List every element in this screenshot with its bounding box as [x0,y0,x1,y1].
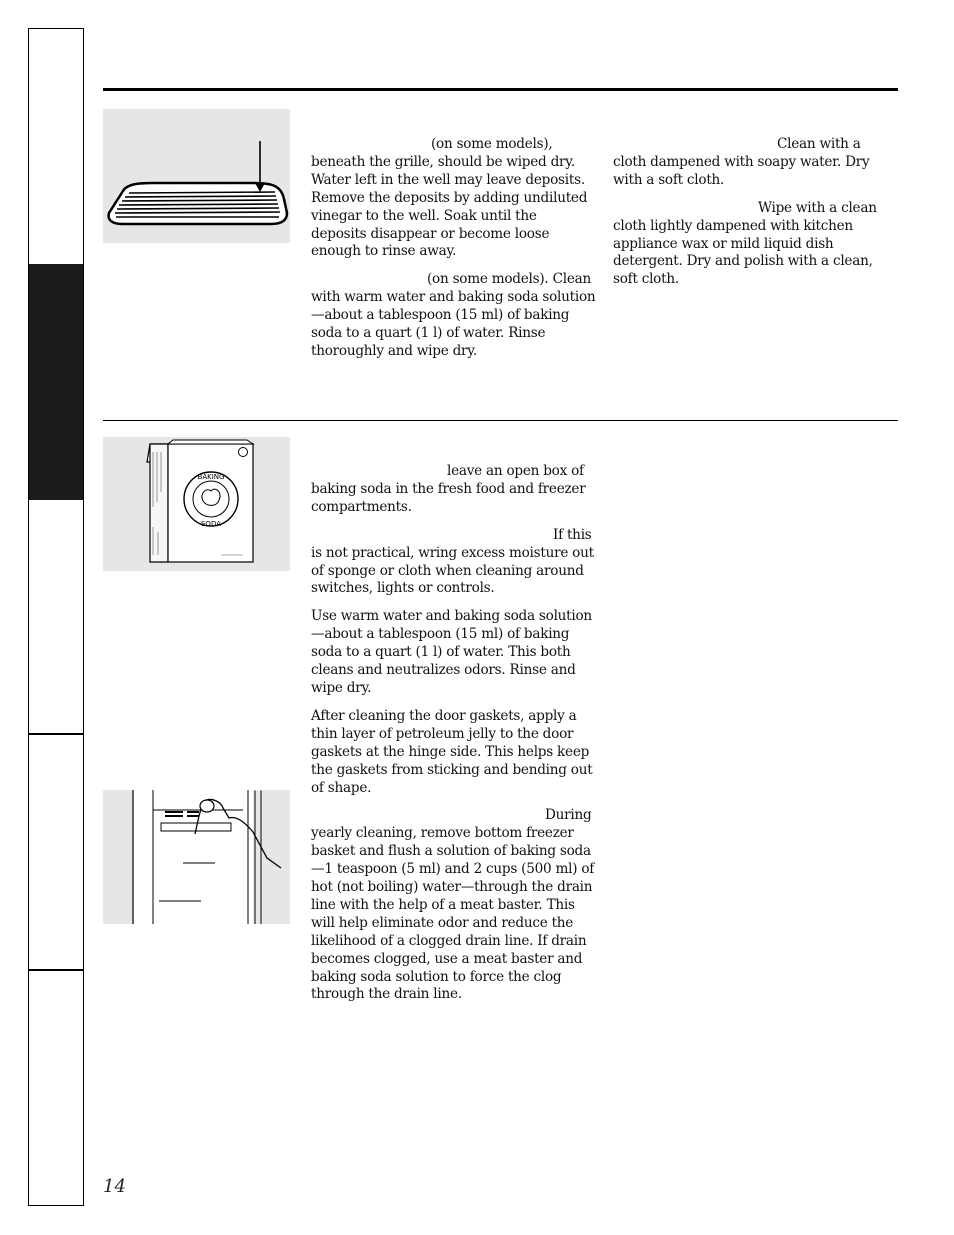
stainless-cleaning-lead: Wipe with a clean [758,199,877,216]
cleaning-text-upper-left [311,136,596,371]
section-top-rule [103,88,898,91]
ice-maker-area-paragraph [311,271,596,361]
drain-paragraph [311,807,596,1004]
section-divider-rule [103,420,898,421]
stainless-cleaning-body: cloth lightly dampened with kitchen appliance wax or mild liquid dish detergent. Dry and polish with a clean, soft cloth. [613,217,873,288]
solution-paragraph: Use warm water and baking soda solution—about a tablespoon (15 ml) of baking soda to a quart (1 l) of water. This both cleans and neutralizes odors. Rinse and wipe dry. [311,608,592,696]
outside-cleaning-body: cloth dampened with soapy water. Dry with a soft cloth. [613,153,870,188]
ice-maker-area-body: with warm water and baking soda solution—about a tablespoon (15 ml) of baking soda to a quart (1 l) of water. Rinse thoroughly and wipe dry. [311,289,596,359]
cleaning-text-upper-right [613,136,898,299]
moisture-lead: If this [553,526,592,543]
odors-paragraph [311,463,596,517]
moisture-body: is not practical, wring excess moisture out of sponge or cloth when cleaning around switches, lights or controls. [311,544,594,597]
defrost-water-pan-lead: (on some models), [431,136,553,152]
moisture-paragraph [311,527,596,599]
cleaning-text-inside [311,463,596,1014]
tab-troubleshooting[interactable] [29,733,83,969]
drip-tray-illustration [103,109,290,243]
odors-body: baking soda in the fresh food and freezer compartments. [311,480,586,515]
section-tab-bar [28,28,84,1206]
page-number: 14 [103,1176,126,1197]
outside-cleaning-paragraph [613,136,898,190]
drain-lead: During [545,807,592,824]
soda-label-text: SODA [200,520,222,528]
gaskets-paragraph: After cleaning the door gaskets, apply a thin layer of petroleum jelly to the door gaskets at the hinge side. This helps keep the gaskets from sticking and bending out of shape. [311,707,593,796]
defrost-water-pan-body: beneath the grille, should be wiped dry. Water left in the well may leave deposits. Remove the deposits by adding undiluted vinegar to the well. Soak until the deposits disappear or become loose enough to rinse away. [311,153,588,260]
tab-operating-instructions-active[interactable] [29,264,83,500]
tab-safety[interactable] [29,29,83,264]
drain-line-flushing-illustration [103,790,290,924]
stainless-cleaning-paragraph [613,200,898,290]
defrost-water-pan-paragraph [311,136,596,261]
tab-installation[interactable] [29,500,83,733]
baking-soda-box-illustration [103,437,290,571]
tab-consumer-support[interactable] [29,969,83,1205]
ice-maker-area-lead: (on some models). Clean [427,271,591,288]
baking-label-text: BAKING [197,473,225,481]
outside-cleaning-lead: Clean with a [777,136,861,152]
odors-lead: leave an open box of [447,463,584,479]
drain-body: yearly cleaning, remove bottom freezer basket and flush a solution of baking soda—1 teaspoon (5 ml) and 2 cups (500 ml) of hot (not boiling) water—through the drain line with the help of a meat baster. This will help eliminate odor and reduce the likelihood of a clogged drain line. If drain becomes clogged, use a meat baster and baking soda solution to force the clog through the drain line. [311,825,595,1003]
